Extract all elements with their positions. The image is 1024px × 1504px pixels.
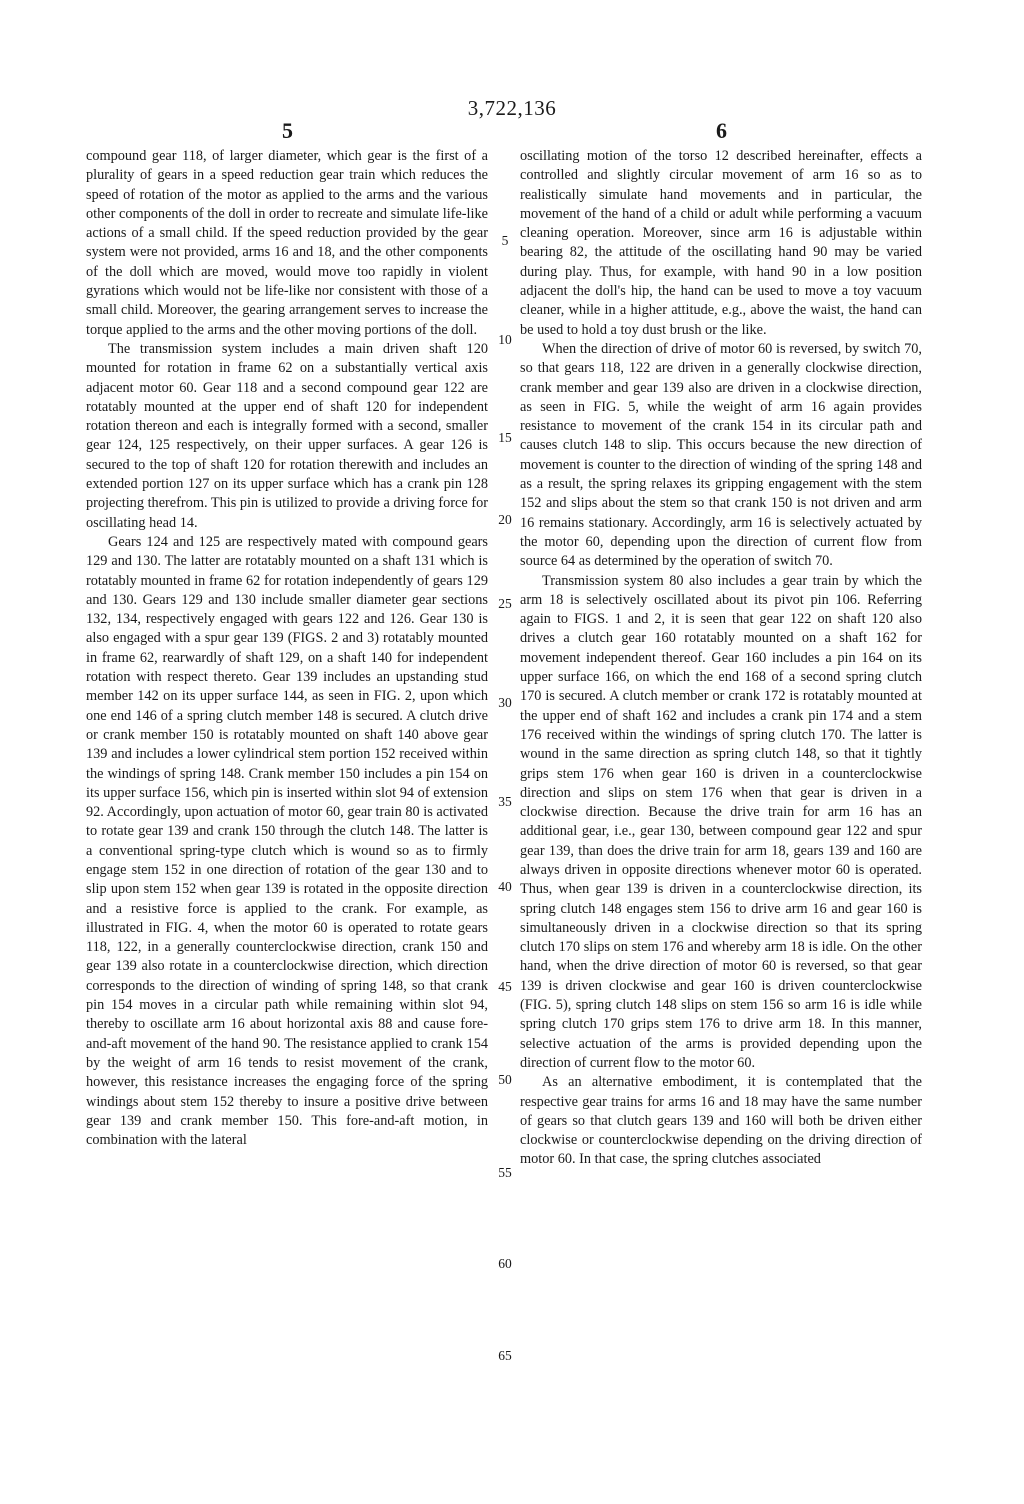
paragraph: The transmission system includes a main driven shaft 120 mounted for rotation in frame 62 on a substantially vertical axis adjacent motor 60. Gear 118 and a second compound gear 122 are rotatably mounted at the upper end of shaft 120 for independent rotation thereon and each is integrally formed with a second, smaller gear 124, 125 respectively, on their upper surfaces. A gear 126 is secured to the top of shaft 120 for rotation therewith and includes an extended portion 127 on its upper surface which has a crank pin 128 projecting therefrom. This pin is utilized to provide a driving force for oscillating head 14. — [86, 340, 488, 531]
line-number: 55 — [498, 1165, 512, 1180]
line-number: 30 — [498, 695, 512, 710]
line-number: 15 — [498, 430, 512, 445]
left-text-column — [86, 147, 488, 1437]
line-number: 20 — [498, 512, 512, 527]
line-number: 5 — [501, 233, 509, 248]
right-text-column — [520, 147, 922, 1437]
paragraph: As an alternative embodiment, it is contemplated that the respective gear trains for arms 16 and 18 may have the same number of gears so that clutch gears 139 and 160 will both be driven either clockwise or counterclockwise depending on the driving direction of motor 60. In that case, the spring clutches associated — [520, 1074, 922, 1168]
line-number: 60 — [498, 1256, 512, 1271]
paragraph: Transmission system 80 also includes a gear train by which the arm 18 is selectively oscillated about its pivot pin 106. Referring again to FIGS. 1 and 2, it is seen that gear 122 on shaft 120 also drives a clutch gear 160 rotatably mounted on a shaft 162 for movement independent thereof. Gear 160 includes a pin 164 on its upper surface 166, on which the end 168 of a second spring clutch 170 is secured. A clutch member or crank 172 is rotatably mounted at the upper end of shaft 162 and includes a crank pin 174 and a stem 176 received within the windings of spring clutch 170. The latter is wound in the same direction as spring clutch 148, so that it tightly grips stem 176 when gear 160 is driven in a counterclockwise direction and slips on stem 176 when that gear is driven in a clockwise direction. Because the drive train for arm 16 has an additional gear, i.e., gear 130, between compound gear 122 and spur gear 139, than does the drive train for arm 18, gears 139 and 160 are always driven in opposite directions whenever motor 60 is operated. Thus, when gear 139 is driven in a counterclockwise direction, its spring clutch 148 engages stem 156 to drive arm 16 and gear 160 is simultaneously driven in a clockwise direction so that its spring clutch 170 slips on stem 176 and whereby arm 18 is idle. On the other hand, when the drive direction of motor 60 is reversed, so that gear 139 is driven clockwise and gear 160 is driven counterclockwise (FIG. 5), spring clutch 148 slips on stem 156 so arm 16 is idle while spring clutch 170 grips stem 176 to drive arm 18. In this manner, selective actuation of the arms is provided depending upon the direction of current flow to the motor 60. — [520, 572, 922, 1071]
line-number: 10 — [498, 332, 512, 347]
paragraph: oscillating motion of the torso 12 described hereinafter, effects a controlled and slightly circular movement of arm 16 so as to realistically simulate hand movements and in particular, the movement of the hand of a child or adult while performing a vacuum cleaning operation. Moreover, since arm 16 is adjustable within bearing 82, the attitude of the oscillating hand 90 may be varied during play. Thus, for example, with hand 90 in a low position adjacent the doll's hip, the hand can be used to move a toy vacuum cleaner, while in a higher attitude, e.g., above the waist, the hand can be used to hold a toy dust brush or the like. — [520, 148, 922, 338]
line-number: 35 — [498, 794, 512, 809]
line-number: 25 — [498, 596, 512, 611]
paragraph: Gears 124 and 125 are respectively mated with compound gears 129 and 130. The latter are rotatably mounted on a shaft 131 which is rotatably mounted in frame 62 for rotation independently of gears 129 and 130. Gears 129 and 130 include smaller diameter gear sections 132, 134, respectively engaged with gears 122 and 126. Gear 130 is also engaged with a spur gear 139 (FIGS. 2 and 3) rotatably mounted in frame 62, rearwardly of shaft 129, on a shaft 140 for independent rotation with respect thereto. Gear 139 includes an upstanding stud member 142 on its upper surface 144, as seen in FIG. 2, upon which one end 146 of a spring clutch member 148 is secured. A clutch drive or crank member 150 is rotatably mounted on shaft 140 above gear 139 and includes a lower cylindrical stem portion 152 received within the windings of spring 148. Crank member 150 includes a pin 154 on its upper surface 156, which pin is inserted within slot 94 of extension 92. Accordingly, upon actuation of motor 60, gear train 80 is activated to rotate gear 139 and crank 150 through the clutch 148. The latter is a conventional spring-type clutch which is wound so as to firmly engage stem 152 in one direction of rotation of the gear 130 and to slip upon stem 152 when gear 139 is rotated in the opposite direction and a resistive force is applied to the crank. For example, as illustrated in FIG. 4, when the motor 60 is operated to rotate gears 118, 122, in a generally counterclockwise direction, crank 150 and gear 139 also rotate in a counterclockwise direction, which direction corresponds to the direction of winding of spring 148, so that crank pin 154 moves in a circular path while remaining within slot 94, thereby to oscillate arm 16 about horizontal axis 88 and cause fore-and-aft movement of the hand 90. The resistance applied to crank 154 by the weight of arm 16 tends to resist movement of the crank, however, this resistance increases the engaging force of the spring windings about stem 152 thereby to insure a positive drive between gear 139 and crank member 150. This fore-and-aft motion, in combination with the lateral — [86, 533, 488, 1149]
line-number-gutter — [493, 147, 517, 1437]
line-number: 45 — [498, 979, 512, 994]
paragraph: When the direction of drive of motor 60 is reversed, by switch 70, so that gears 118, 122 are driven in a generally clockwise direction, crank member and gear 139 also are driven in a clockwise direction, as seen in FIG. 5, while the weight of arm 16 again provides resistance to movement of the crank 154 in its circular path and causes clutch 148 to slip. This occurs because the new direction of movement is counter to the direction of winding of the spring 148 and as a result, the spring relaxes its gripping engagement with the stem 152 and slips about the stem so that crank 150 is not driven and arm 16 remains stationary. Accordingly, arm 16 is selectively actuated by the motor 60, depending upon the direction of current flow from source 64 as determined by the operation of switch 70. — [520, 340, 922, 570]
patent-number: 3,722,136 — [467, 96, 557, 120]
line-number: 65 — [498, 1348, 512, 1363]
right-column-number: 6 — [716, 118, 727, 143]
line-number: 50 — [498, 1072, 512, 1087]
line-number: 40 — [498, 879, 512, 894]
paragraph: compound gear 118, of larger diameter, which gear is the first of a plurality of gears in a speed reduction gear train which reduces the speed of rotation of the motor as applied to the arms and the various other components of the doll in order to recreate and simulate life-like actions of a small child. If the speed reduction provided by the gear system were not provided, arms 16 and 18, and the other components of the doll which are moved, would move too rapidly in violent gyrations which would not be life-like nor consistent with those of a small child. Moreover, the gearing arrangement serves to increase the torque applied to the arms and the other moving portions of the doll. — [86, 148, 488, 338]
left-column-number: 5 — [282, 118, 293, 143]
